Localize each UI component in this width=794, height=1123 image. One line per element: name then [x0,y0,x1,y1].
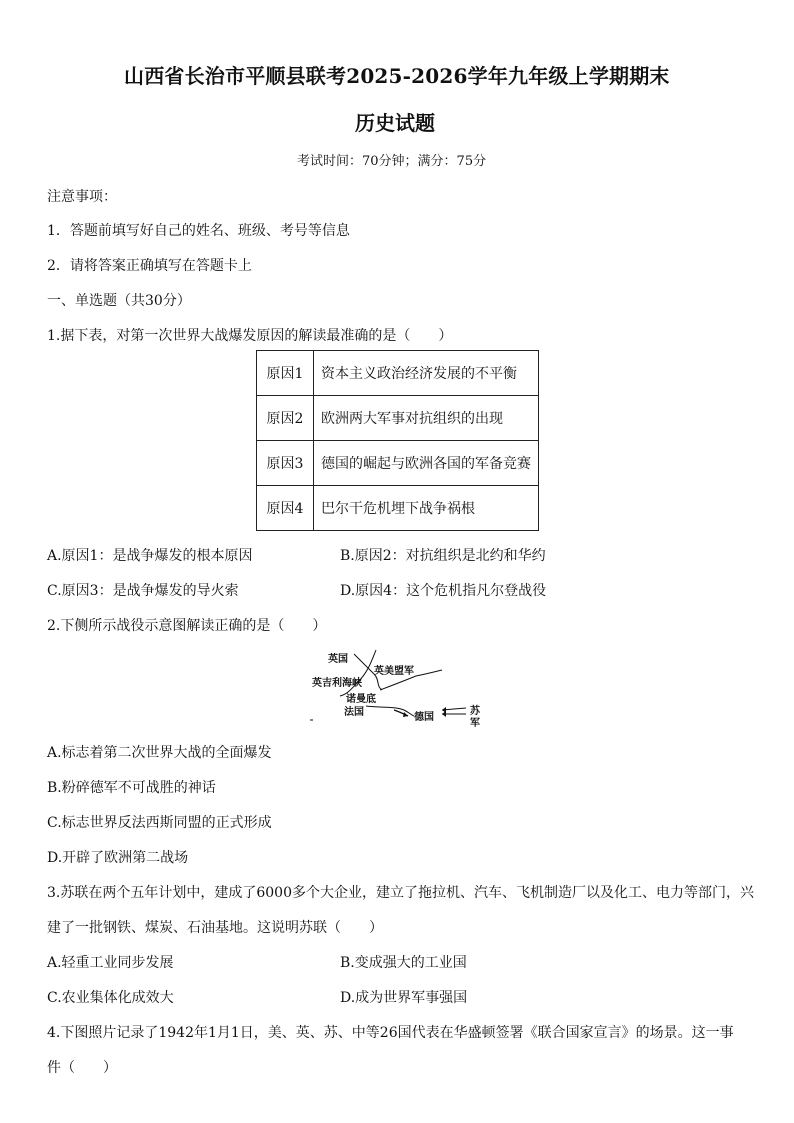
question-stem-continued: 建了一批钢铁、煤炭、石油基地。这说明苏联（ ） [47,920,383,936]
option-a: A.原因1：是战争爆发的根本原因 [47,548,253,564]
notice-item: 2．请将答案正确填写在答题卡上 [47,258,252,274]
option-d: D.开辟了欧洲第二战场 [47,850,189,866]
table-row [257,486,539,531]
exam-info: 考试时间：70分钟；满分：75分 [297,154,487,169]
map-label-germany: 德国 [414,712,434,723]
option-c: C.农业集体化成效大 [47,990,174,1006]
map-label-normandy: 诺曼底 [346,694,376,705]
map-label-soviet: 军 [470,718,480,729]
option-d: D.成为世界军事强国 [340,990,468,1006]
question-stem: 3.苏联在两个五年计划中，建成了6000多个大企业，建立了拖拉机、汽车、飞机制造厂以及化工、电力等部门，兴 [47,885,754,901]
section-title: 一、单选题（共30分） [47,293,191,309]
option-d: D.原因4：这个危机指凡尔登战役 [340,583,547,599]
option-b: B.原因2：对抗组织是北约和华约 [340,548,546,564]
page-subtitle: 历史试题 [355,111,435,135]
option-c: C.标志世界反法西斯同盟的正式形成 [47,815,272,831]
option-b: B.粉碎德军不可战胜的神话 [47,780,216,796]
table-cell-key: 原因4 [257,486,314,531]
question-stem: 4.下图照片记录了1942年1月1日，美、英、苏、中等26国代表在华盛顿签署《联合国家宣言》的场景。这一事 [47,1025,734,1041]
battle-map [310,646,486,729]
page-title: 山西省长治市平顺县联考2025-2026学年九年级上学期期末 [124,64,670,88]
reasons-table [256,350,539,531]
table-cell-value: 德国的崛起与欧洲各国的军备竞赛 [314,441,539,486]
table-cell-key: 原因1 [257,351,314,396]
question-stem: 1.据下表，对第一次世界大战爆发原因的解读最准确的是（ ） [47,328,453,344]
map-label-france: 法国 [344,707,364,718]
map-label-soviet: 苏 [470,706,480,717]
option-a: A.轻重工业同步发展 [47,955,174,971]
table-cell-value: 巴尔干危机埋下战争祸根 [314,486,539,531]
option-c: C.原因3：是战争爆发的导火索 [47,583,239,599]
option-a: A.标志着第二次世界大战的全面爆发 [47,745,272,761]
question-stem: 2.下侧所示战役示意图解读正确的是（ ） [47,618,327,634]
question-stem-continued: 件（ ） [47,1060,117,1076]
option-b: B.变成强大的工业国 [340,955,467,971]
notice-heading: 注意事项： [47,189,117,205]
table-cell-value: 资本主义政治经济发展的不平衡 [314,351,539,396]
table-row [257,351,539,396]
table-cell-key: 原因2 [257,396,314,441]
table-cell-value: 欧洲两大军事对抗组织的出现 [314,396,539,441]
table-cell-key: 原因3 [257,441,314,486]
map-label-allies: 英美盟军 [374,666,414,677]
table-row [257,396,539,441]
table-row [257,441,539,486]
notice-item: 1．答题前填写好自己的姓名、班级、考号等信息 [47,223,350,239]
map-label-britain: 英国 [328,654,348,665]
map-label-channel: 英吉利海峡 [312,678,362,689]
